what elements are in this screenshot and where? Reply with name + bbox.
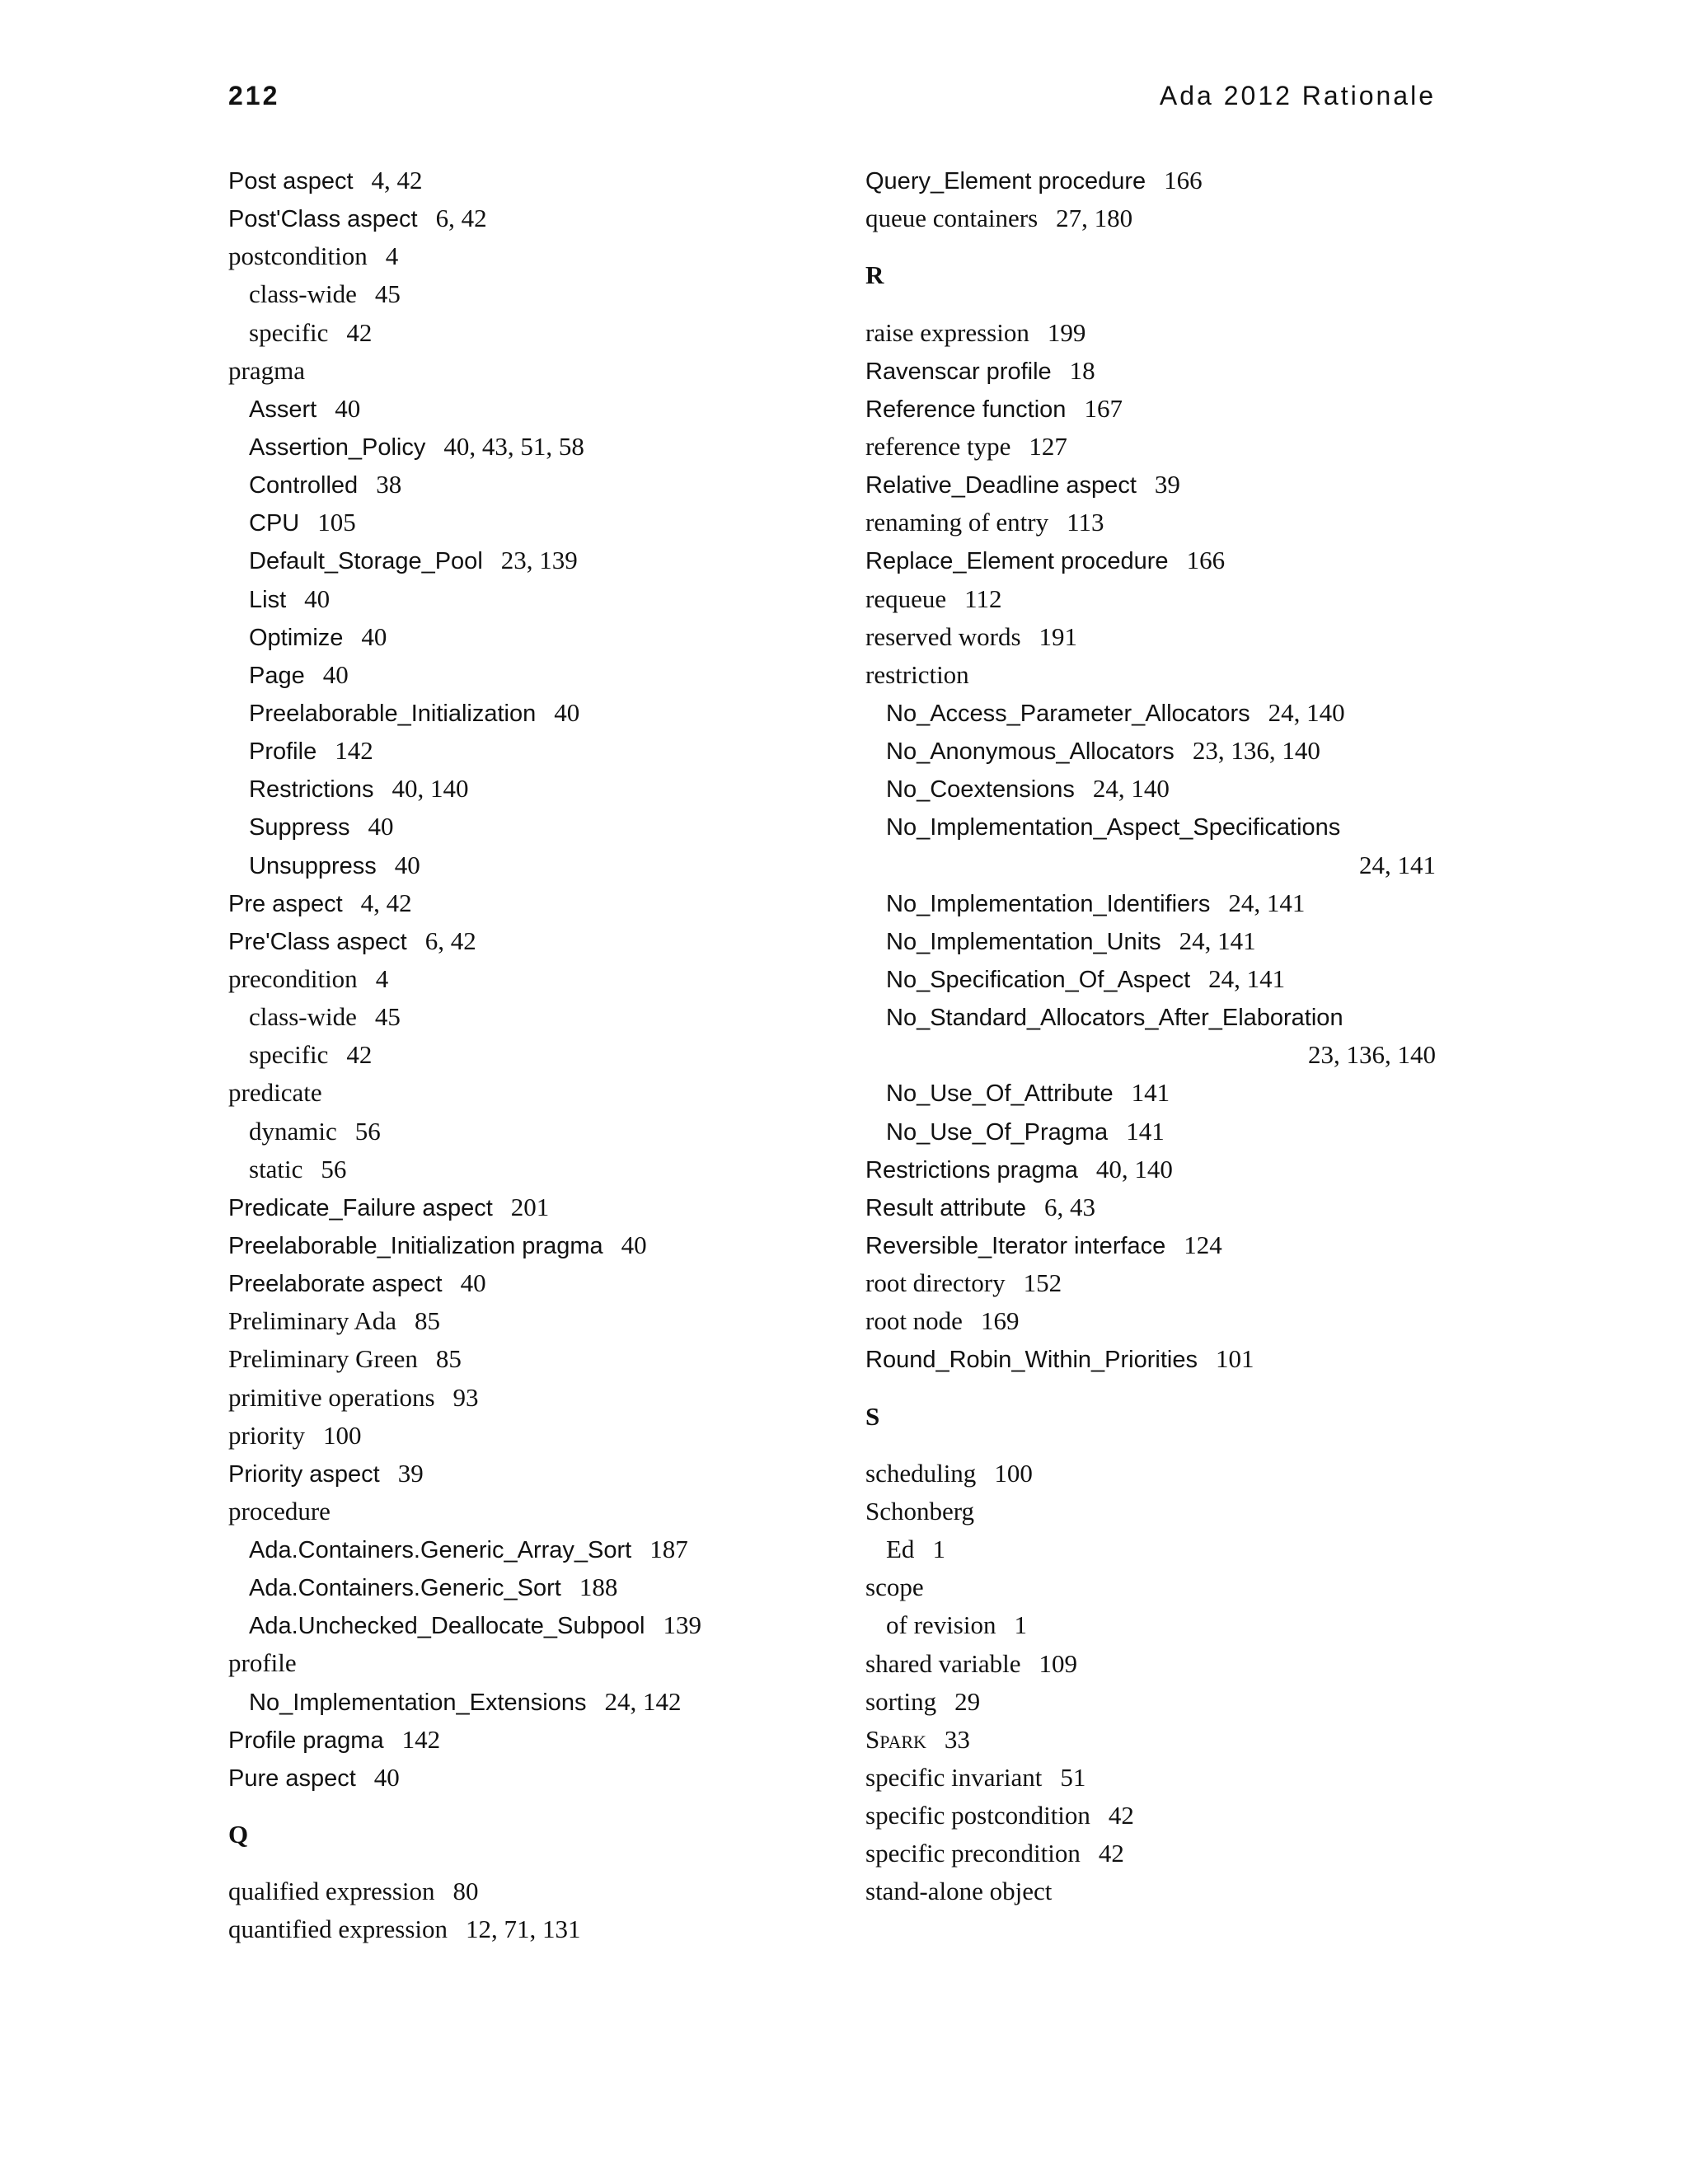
page-refs: 45 bbox=[374, 279, 401, 309]
index-term: precondition bbox=[228, 963, 358, 993]
index-subentry bbox=[865, 1113, 1436, 1151]
page-number: 212 bbox=[228, 81, 280, 110]
index-term: Pre'Class aspect bbox=[228, 928, 407, 955]
page-refs: 127 bbox=[1029, 432, 1067, 461]
index-term: No_Use_Of_Attribute bbox=[886, 1080, 1114, 1108]
section-letter: R bbox=[865, 260, 884, 290]
page-refs: 40, 43, 51, 58 bbox=[443, 431, 584, 461]
index-entry bbox=[228, 1721, 830, 1759]
index-term: Assert bbox=[249, 396, 317, 423]
index-term: specific precondition bbox=[865, 1839, 1081, 1868]
index-term: Restrictions bbox=[249, 776, 374, 804]
index-term: Result attribute bbox=[865, 1194, 1027, 1221]
page-refs: 23, 139 bbox=[500, 546, 578, 575]
index-subentry bbox=[865, 884, 1436, 922]
index-term: No_Implementation_Identifiers bbox=[886, 890, 1211, 917]
index-term: quantified expression bbox=[228, 1915, 448, 1944]
index-term: Reference function bbox=[865, 396, 1067, 423]
index-term: root directory bbox=[865, 1268, 1006, 1298]
index-term: root node bbox=[865, 1306, 963, 1336]
index-term: class-wide bbox=[249, 279, 357, 309]
section-letter: S bbox=[865, 1401, 880, 1431]
page-refs: 40 bbox=[621, 1230, 647, 1259]
index-entry bbox=[865, 352, 1436, 390]
index-term: Preliminary Ada bbox=[228, 1306, 397, 1336]
index-subentry bbox=[228, 998, 830, 1036]
index-subentry bbox=[228, 770, 830, 808]
index-term: qualified expression bbox=[228, 1877, 435, 1906]
page-refs: 6, 42 bbox=[424, 926, 476, 955]
index-term: Ada.Unchecked_Deallocate_Subpool bbox=[249, 1613, 645, 1640]
index-term: Restrictions pragma bbox=[865, 1156, 1078, 1183]
index-term: class-wide bbox=[249, 1002, 357, 1032]
index-term: Pure aspect bbox=[228, 1765, 356, 1792]
index-subentry bbox=[865, 1530, 1436, 1568]
index-term: specific bbox=[249, 1040, 329, 1070]
index-entry bbox=[865, 390, 1436, 428]
page-refs: 101 bbox=[1215, 1344, 1254, 1374]
index-subentry bbox=[228, 1113, 830, 1151]
page-refs: 141 bbox=[1131, 1078, 1170, 1108]
index-subentry bbox=[228, 504, 830, 541]
index-entry bbox=[865, 1455, 1436, 1493]
index-subentry bbox=[228, 466, 830, 504]
index-entry bbox=[865, 428, 1436, 466]
page-refs: 169 bbox=[980, 1306, 1020, 1336]
index-entry bbox=[865, 314, 1436, 352]
index-entry bbox=[228, 1226, 830, 1264]
index-term: Schonberg bbox=[865, 1496, 975, 1526]
page-refs: 85 bbox=[415, 1306, 441, 1336]
page-refs: 142 bbox=[335, 736, 373, 766]
index-entry bbox=[865, 580, 1436, 618]
page-refs: 24, 142 bbox=[604, 1686, 682, 1716]
page-refs: 40 bbox=[460, 1268, 486, 1298]
index-term: Query_Element procedure bbox=[865, 168, 1146, 194]
page-refs: 187 bbox=[649, 1535, 688, 1564]
page-refs: 6, 43 bbox=[1044, 1192, 1096, 1221]
index-entry bbox=[228, 1379, 830, 1417]
page-refs: 40, 140 bbox=[1095, 1154, 1173, 1183]
page-refs: 100 bbox=[994, 1458, 1033, 1488]
page-refs: 4 bbox=[385, 241, 399, 271]
index-term: No_Implementation_Extensions bbox=[249, 1689, 587, 1716]
index-term: reserved words bbox=[865, 621, 1021, 651]
index-term: Post'Class aspect bbox=[228, 206, 418, 233]
page-refs: 199 bbox=[1047, 317, 1086, 347]
index-entry bbox=[228, 1493, 830, 1530]
index-entry bbox=[865, 162, 1436, 199]
index-term: shared variable bbox=[865, 1648, 1021, 1678]
index-term: Controlled bbox=[249, 472, 359, 499]
page-refs: 4 bbox=[375, 963, 389, 993]
index-term: scheduling bbox=[865, 1458, 977, 1488]
page-refs: 167 bbox=[1084, 393, 1123, 423]
page-refs: 1 bbox=[1014, 1610, 1027, 1640]
page-refs: 56 bbox=[321, 1154, 347, 1183]
index-subentry bbox=[228, 618, 830, 656]
index-term: No_Coextensions bbox=[886, 776, 1075, 804]
index-entry bbox=[865, 1721, 1436, 1759]
index-entry bbox=[228, 1340, 830, 1378]
index-term: Predicate_Failure aspect bbox=[228, 1194, 493, 1221]
index-entry bbox=[865, 199, 1436, 237]
index-entry bbox=[865, 1835, 1436, 1872]
page-refs: 85 bbox=[435, 1344, 462, 1374]
index-subentry bbox=[228, 656, 830, 694]
index-entry bbox=[228, 1644, 830, 1682]
page-refs: 124 bbox=[1184, 1230, 1222, 1259]
index-entry bbox=[865, 1188, 1436, 1226]
page-refs: 93 bbox=[452, 1382, 479, 1412]
index-term: restriction bbox=[865, 659, 969, 689]
index-term: requeue bbox=[865, 583, 947, 613]
index-subentry bbox=[228, 1530, 830, 1568]
index-subentry bbox=[228, 1606, 830, 1644]
index-term: Relative_Deadline aspect bbox=[865, 472, 1137, 499]
index-term: of revision bbox=[886, 1610, 996, 1640]
index-entry bbox=[865, 1226, 1436, 1264]
index-entry-pages-continued: 23, 136, 140 bbox=[1308, 1040, 1436, 1070]
index-entry bbox=[865, 1151, 1436, 1188]
index-term: pragma bbox=[228, 355, 305, 385]
index-subentry bbox=[228, 1568, 830, 1606]
page-refs: 40 bbox=[361, 621, 387, 651]
index-term: predicate bbox=[228, 1078, 322, 1108]
section-letter: Q bbox=[228, 1820, 249, 1849]
index-term: dynamic bbox=[249, 1116, 337, 1146]
index-entry bbox=[865, 1340, 1436, 1378]
index-term: Ada.Containers.Generic_Sort bbox=[249, 1575, 561, 1602]
index-subentry bbox=[865, 732, 1436, 770]
page-refs: 40 bbox=[373, 1762, 400, 1792]
index-term: Replace_Element procedure bbox=[865, 548, 1169, 575]
index-subentry bbox=[228, 1151, 830, 1188]
page-refs: 1 bbox=[932, 1535, 945, 1564]
index-subentry bbox=[228, 275, 830, 313]
index-subentry bbox=[228, 541, 830, 579]
index-subentry bbox=[865, 1074, 1436, 1112]
page-refs: 12, 71, 131 bbox=[466, 1915, 581, 1944]
index-term: No_Implementation_Units bbox=[886, 928, 1161, 955]
index-term: Ada.Containers.Generic_Array_Sort bbox=[249, 1537, 632, 1564]
page-refs: 40 bbox=[335, 393, 361, 423]
index-term: Unsuppress bbox=[249, 852, 377, 879]
index-entry bbox=[865, 541, 1436, 579]
index-subentry bbox=[228, 1683, 830, 1721]
index-term: Preelaborate aspect bbox=[228, 1271, 443, 1298]
index-term: Ed bbox=[886, 1535, 915, 1564]
index-entry bbox=[228, 352, 830, 390]
page-refs: 24, 140 bbox=[1268, 697, 1345, 727]
page-refs: 4, 42 bbox=[371, 166, 423, 194]
index-term: raise expression bbox=[865, 317, 1029, 347]
index-entry bbox=[228, 1074, 830, 1112]
page-refs: 105 bbox=[317, 508, 356, 537]
page-refs: 27, 180 bbox=[1056, 204, 1133, 233]
index-column-left bbox=[228, 162, 830, 1949]
index-entry bbox=[865, 618, 1436, 656]
page-refs: 40, 140 bbox=[392, 774, 469, 804]
page-refs: 166 bbox=[1186, 546, 1226, 575]
index-entry bbox=[865, 1645, 1436, 1683]
index-entry bbox=[865, 1493, 1436, 1530]
index-term: Reversible_Iterator interface bbox=[865, 1232, 1166, 1259]
index-subentry bbox=[865, 770, 1436, 808]
index-term: renaming of entry bbox=[865, 508, 1049, 537]
index-term: No_Specification_Of_Aspect bbox=[886, 966, 1191, 993]
index-subentry bbox=[228, 580, 830, 618]
page-refs: 42 bbox=[1098, 1839, 1124, 1868]
index-entry bbox=[228, 1188, 830, 1226]
index-subentry bbox=[865, 1606, 1436, 1644]
page-refs: 24, 141 bbox=[1208, 963, 1286, 993]
index-term: No_Standard_Allocators_After_Elaboration bbox=[886, 1005, 1343, 1032]
index-term: profile bbox=[228, 1648, 297, 1678]
page-refs: 139 bbox=[663, 1610, 701, 1640]
index-entry bbox=[865, 656, 1436, 694]
page-refs: 42 bbox=[346, 1040, 373, 1070]
page-refs: 40 bbox=[368, 812, 394, 841]
index-subentry bbox=[228, 1036, 830, 1074]
page-refs: 24, 141 bbox=[1228, 888, 1306, 917]
index-entry bbox=[865, 504, 1436, 541]
page-refs: 56 bbox=[354, 1116, 381, 1146]
index-term: Pre aspect bbox=[228, 890, 343, 917]
index-subentry bbox=[228, 390, 830, 428]
index-term: Round_Robin_Within_Priorities bbox=[865, 1347, 1198, 1374]
page-refs: 6, 42 bbox=[435, 204, 487, 233]
index-term: specific invariant bbox=[865, 1762, 1043, 1792]
index-entry bbox=[228, 960, 830, 998]
index-term: Assertion_Policy bbox=[249, 434, 426, 461]
page-refs: 23, 136, 140 bbox=[1192, 736, 1320, 766]
page-refs: 24, 140 bbox=[1092, 774, 1170, 804]
index-term: No_Use_Of_Pragma bbox=[886, 1118, 1109, 1146]
page-refs: 40 bbox=[304, 583, 331, 613]
page-refs: 191 bbox=[1039, 621, 1078, 651]
page-refs: 109 bbox=[1039, 1648, 1077, 1678]
index-term: Priority aspect bbox=[228, 1460, 380, 1488]
page-refs: 18 bbox=[1069, 355, 1095, 385]
index-term: reference type bbox=[865, 432, 1011, 461]
index-entry bbox=[865, 466, 1436, 504]
page-refs: 40 bbox=[394, 850, 420, 879]
index-entry bbox=[228, 1872, 830, 1910]
index-term: No_Implementation_Aspect_Specifications bbox=[886, 814, 1341, 841]
page-refs: 100 bbox=[323, 1420, 362, 1450]
page-refs: 42 bbox=[346, 317, 373, 347]
index-subentry bbox=[228, 808, 830, 846]
page-refs: 112 bbox=[964, 583, 1002, 613]
page-refs: 40 bbox=[554, 697, 580, 727]
index-term: Preelaborable_Initialization pragma bbox=[228, 1232, 603, 1259]
page-refs: 166 bbox=[1164, 166, 1203, 194]
index-entry bbox=[228, 1455, 830, 1493]
page-refs: 51 bbox=[1060, 1762, 1086, 1792]
index-term: Ravenscar profile bbox=[865, 358, 1052, 385]
index-term: sorting bbox=[865, 1686, 937, 1716]
index-entry bbox=[228, 1910, 830, 1948]
index-entry bbox=[865, 1568, 1436, 1606]
index-term: procedure bbox=[228, 1496, 331, 1526]
index-term: No_Access_Parameter_Allocators bbox=[886, 700, 1250, 727]
index-term: Default_Storage_Pool bbox=[249, 548, 483, 575]
index-term: Profile bbox=[249, 738, 317, 766]
index-term: Spark bbox=[865, 1724, 926, 1754]
running-title: Ada 2012 Rationale bbox=[1159, 81, 1436, 110]
index-entry bbox=[865, 1872, 1436, 1910]
index-term: Preliminary Green bbox=[228, 1344, 418, 1374]
page-refs: 40 bbox=[322, 659, 349, 689]
index-subentry bbox=[865, 922, 1436, 960]
index-entry bbox=[228, 162, 830, 199]
index-term: priority bbox=[228, 1420, 305, 1450]
page-refs: 29 bbox=[954, 1686, 981, 1716]
index-term: stand-alone object bbox=[865, 1877, 1053, 1906]
index-subentry bbox=[865, 960, 1436, 998]
index-term: primitive operations bbox=[228, 1382, 435, 1412]
index-subentry bbox=[228, 428, 830, 466]
index-term: postcondition bbox=[228, 241, 368, 271]
index-subentry bbox=[865, 694, 1436, 732]
index-term: specific bbox=[249, 317, 329, 347]
index-subentry bbox=[228, 732, 830, 770]
page-refs: 39 bbox=[1154, 470, 1180, 499]
page-refs: 80 bbox=[452, 1877, 479, 1906]
index-entry bbox=[228, 1302, 830, 1340]
page-refs: 38 bbox=[376, 470, 402, 499]
page-refs: 24, 141 bbox=[1179, 926, 1256, 955]
page-refs: 42 bbox=[1108, 1801, 1134, 1830]
index-column-right bbox=[865, 162, 1436, 1911]
index-subentry bbox=[228, 846, 830, 884]
index-term: specific postcondition bbox=[865, 1801, 1090, 1830]
index-entry bbox=[865, 1302, 1436, 1340]
page-refs: 113 bbox=[1067, 508, 1104, 537]
index-subentry bbox=[865, 998, 1436, 1036]
index-term: Suppress bbox=[249, 814, 350, 841]
index-term: List bbox=[249, 586, 287, 613]
index-entry bbox=[865, 1759, 1436, 1797]
index-entry bbox=[865, 1683, 1436, 1721]
index-entry-pages-continued: 24, 141 bbox=[1359, 850, 1436, 879]
page-refs: 188 bbox=[579, 1572, 618, 1602]
index-entry bbox=[865, 1264, 1436, 1302]
index-term: queue containers bbox=[865, 204, 1039, 233]
index-subentry bbox=[228, 314, 830, 352]
index-subentry bbox=[228, 694, 830, 732]
index-term: static bbox=[249, 1154, 303, 1183]
page-refs: 142 bbox=[401, 1724, 441, 1754]
index-entry bbox=[228, 1759, 830, 1797]
page-refs: 33 bbox=[944, 1724, 970, 1754]
index-entry bbox=[865, 1797, 1436, 1835]
page-refs: 39 bbox=[397, 1458, 424, 1488]
index-entry bbox=[228, 237, 830, 275]
index-entry bbox=[228, 922, 830, 960]
page-refs: 141 bbox=[1126, 1116, 1165, 1146]
index-subentry bbox=[865, 808, 1436, 846]
index-term: Optimize bbox=[249, 624, 344, 651]
index-entry bbox=[228, 199, 830, 237]
index-term: Page bbox=[249, 662, 305, 689]
index-term: Profile pragma bbox=[228, 1727, 384, 1754]
index-entry bbox=[228, 1264, 830, 1302]
index-term: CPU bbox=[249, 510, 300, 537]
index-term: Post aspect bbox=[228, 168, 354, 194]
page-refs: 152 bbox=[1023, 1268, 1062, 1298]
index-term: scope bbox=[865, 1572, 924, 1602]
page-refs: 201 bbox=[510, 1192, 550, 1221]
index-term: Preelaborable_Initialization bbox=[249, 700, 537, 727]
index-entry bbox=[228, 884, 830, 922]
page-refs: 45 bbox=[374, 1002, 401, 1032]
page-refs: 4, 42 bbox=[360, 888, 412, 917]
index-entry bbox=[228, 1417, 830, 1455]
index-term: No_Anonymous_Allocators bbox=[886, 738, 1175, 766]
